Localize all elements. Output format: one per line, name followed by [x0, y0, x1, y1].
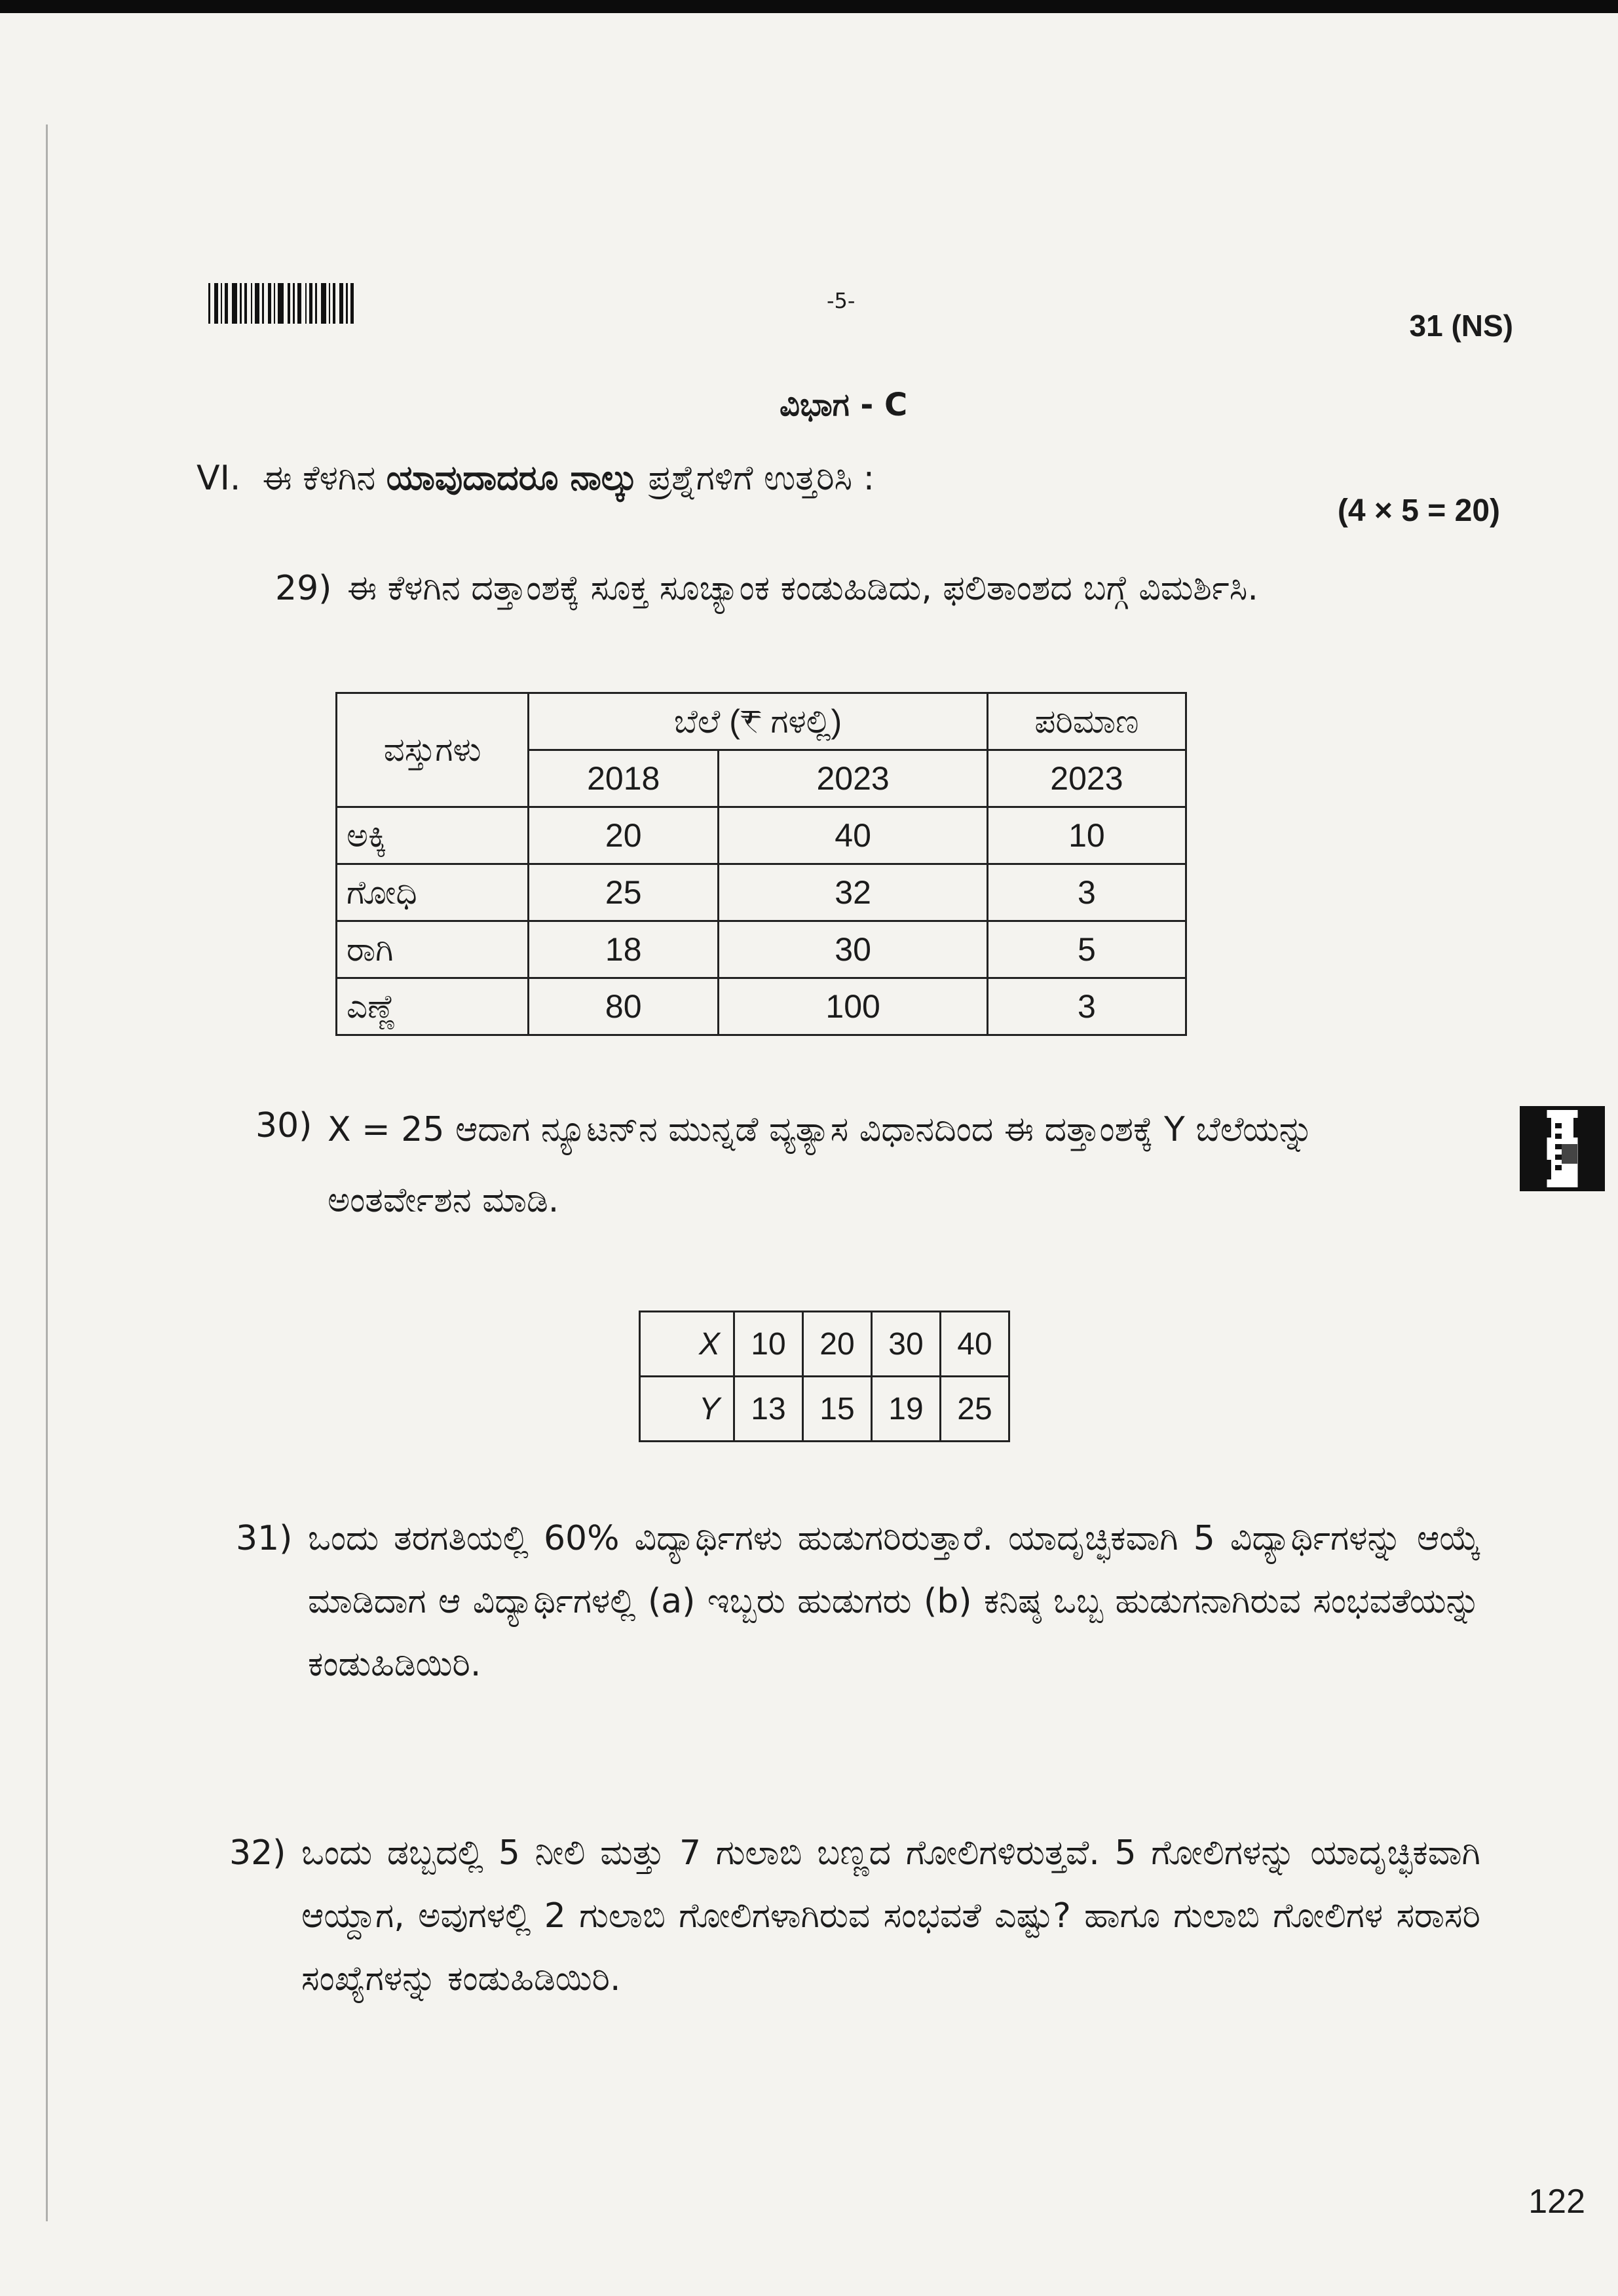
question-text: X = 25 ಆದಾಗ ನ್ಯೂಟನ್‌ನ ಮುನ್ನಡೆ ವ್ಯತ್ಯಾಸ ವಿಧಾನದಿಂದ ಈ ದತ್ತಾಂಶಕ್ಕೆ Y ಬೆಲೆಯನ್ನು ಅಂತರ್ವೇಶನ ಮಾಡಿ. [328, 1110, 1314, 1220]
table-cell: 25 [941, 1377, 1009, 1442]
barcode-stripe [293, 283, 295, 324]
table-header-quantity: ಪರಿಮಾಣ [987, 693, 1186, 750]
table-cell-item: ಗೋಧಿ [337, 864, 529, 921]
barcode-stripe [244, 283, 247, 324]
table-cell: 13 [734, 1377, 803, 1442]
table-row [337, 978, 1186, 1035]
question-29 [275, 557, 1520, 620]
table-cell: 19 [872, 1377, 941, 1442]
table-cell: 15 [803, 1377, 872, 1442]
table-cell: 10 [734, 1312, 803, 1377]
question-number: 30) [255, 1106, 312, 1145]
table-row [337, 807, 1186, 864]
barcode-icon [208, 283, 422, 324]
table-header-year: 2023 [987, 750, 1186, 807]
barcode-stripe [329, 283, 330, 324]
table-cell: 40 [719, 807, 987, 864]
table-cell: 80 [529, 978, 719, 1035]
table-cell: 30 [719, 921, 987, 978]
instruction-roman: VI. [197, 459, 241, 498]
barcode-stripe [305, 283, 307, 324]
instruction-marks: (4 × 5 = 20) [1337, 493, 1500, 528]
question-number: 31) [236, 1519, 293, 1558]
barcode-stripe [214, 283, 218, 324]
scan-left-margin-line [46, 124, 48, 2221]
x-label: X [640, 1312, 734, 1377]
page-number: -5- [827, 288, 856, 313]
barcode-stripe [225, 283, 228, 324]
instruction-text-before: ಈ ಕೆಳಗಿನ [262, 459, 386, 498]
barcode-stripe [262, 283, 264, 324]
sheet-number: 122 [1528, 2183, 1585, 2221]
instruction-text-bold: ಯಾವುದಾದರೂ ನಾಲ್ಕು [386, 459, 637, 498]
table-cell-item: ರಾಗಿ [337, 921, 529, 978]
barcode-stripe [309, 283, 312, 324]
barcode-stripe [315, 283, 317, 324]
table-header-price: ಬೆಲೆ (₹ ಗಳಲ್ಲಿ) [529, 693, 988, 750]
table-cell: 100 [719, 978, 987, 1035]
table-cell: 20 [529, 807, 719, 864]
table-row [337, 864, 1186, 921]
barcode-stripe [232, 283, 237, 324]
table-header-year: 2023 [719, 750, 987, 807]
barcode-stripe [274, 283, 275, 324]
table-header-items: ವಸ್ತುಗಳು [337, 693, 529, 807]
instruction-text-after: ಪ್ರಶ್ನೆಗಳಿಗೆ ಉತ್ತರಿಸಿ : [637, 459, 875, 498]
question-text: ಒಂದು ಡಬ್ಬದಲ್ಲಿ 5 ನೀಲಿ ಮತ್ತು 7 ಗುಲಾಬಿ ಬಣ್ಣದ ಗೋಲಿಗಳಿರುತ್ತವೆ. 5 ಗೋಲಿಗಳನ್ನು ಯಾದೃಚ್ಛಿಕವಾಗಿ ಆಯ್ದಾಗ, ಅವುಗಳಲ್ಲಿ 2 ಗುಲಾಬಿ ಗೋಲಿಗಳಾಗಿರುವ ಸಂಭವತೆ ಎಷ್ಟು? ಹಾಗೂ ಗುಲಾಬಿ ಗೋಲಿಗಳ ಸರಾಸರಿ ಸಂಖ್ಯೆಗಳನ್ನು ಕಂಡುಹಿಡಿಯಿರಿ. [301, 1833, 1480, 1999]
table-cell: 3 [987, 978, 1186, 1035]
table-cell: 40 [941, 1312, 1009, 1377]
table-cell: 3 [987, 864, 1186, 921]
table-cell: 20 [803, 1312, 872, 1377]
barcode-stripe [240, 283, 242, 324]
qr-code-icon [1520, 1106, 1605, 1191]
table-cell: 10 [987, 807, 1186, 864]
table-row [337, 921, 1186, 978]
barcode-stripe [288, 283, 290, 324]
price-quantity-table [335, 692, 1187, 1036]
question-32 [229, 1822, 1480, 2010]
question-30 [255, 1094, 1487, 1236]
table-cell: 18 [529, 921, 719, 978]
question-number: 29) [275, 569, 332, 608]
barcode-stripe [346, 283, 348, 324]
table-cell: 30 [872, 1312, 941, 1377]
table-header-year: 2018 [529, 750, 719, 807]
table-row [640, 1312, 1009, 1377]
barcode-stripe [208, 283, 210, 324]
barcode-stripe [297, 283, 301, 324]
barcode-stripe [333, 283, 335, 324]
question-31 [236, 1507, 1480, 1696]
table-cell: 25 [529, 864, 719, 921]
question-text: ಒಂದು ತರಗತಿಯಲ್ಲಿ 60% ವಿದ್ಯಾರ್ಥಿಗಳು ಹುಡುಗರಿರುತ್ತಾರೆ. ಯಾದೃಚ್ಛಿಕವಾಗಿ 5 ವಿದ್ಯಾರ್ಥಿಗಳನ್ನು ಆಯ್ಕೆ ಮಾಡಿದಾಗ ಆ ವಿದ್ಯಾರ್ಥಿಗಳಲ್ಲಿ (a) ಇಬ್ಬರು ಹುಡುಗರು (b) ಕನಿಷ್ಠ ಒಬ್ಬ ಹುಡುಗನಾಗಿರುವ ಸಂಭವತೆಯನ್ನು ಕಂಡುಹಿಡಿಯಿರಿ. [308, 1519, 1480, 1684]
table-cell-item: ಎಣ್ಣೆ [337, 978, 529, 1035]
table-cell: 32 [719, 864, 987, 921]
barcode-stripe [350, 283, 354, 324]
scan-top-border [0, 0, 1618, 13]
instruction-line [197, 459, 875, 499]
barcode-stripe [339, 283, 343, 324]
xy-data-table [639, 1311, 1010, 1442]
table-cell: 5 [987, 921, 1186, 978]
barcode-stripe [268, 283, 271, 324]
barcode-stripe [278, 283, 284, 324]
barcode-stripe [251, 283, 252, 324]
table-row [640, 1377, 1009, 1442]
question-number: 32) [229, 1833, 286, 1873]
barcode-stripe [321, 283, 326, 324]
barcode-stripe [221, 283, 222, 324]
paper-code: 31 (NS) [1409, 309, 1513, 343]
y-label: Y [640, 1377, 734, 1442]
barcode-stripe [255, 283, 259, 324]
section-title: ವಿಭಾಗ - C [780, 387, 908, 423]
question-text: ಈ ಕೆಳಗಿನ ದತ್ತಾಂಶಕ್ಕೆ ಸೂಕ್ತ ಸೂಚ್ಯಾಂಕ ಕಂಡುಹಿಡಿದು, ಫಲಿತಾಂಶದ ಬಗ್ಗೆ ವಿಮರ್ಶಿಸಿ. [347, 569, 1258, 608]
table-cell-item: ಅಕ್ಕಿ [337, 807, 529, 864]
